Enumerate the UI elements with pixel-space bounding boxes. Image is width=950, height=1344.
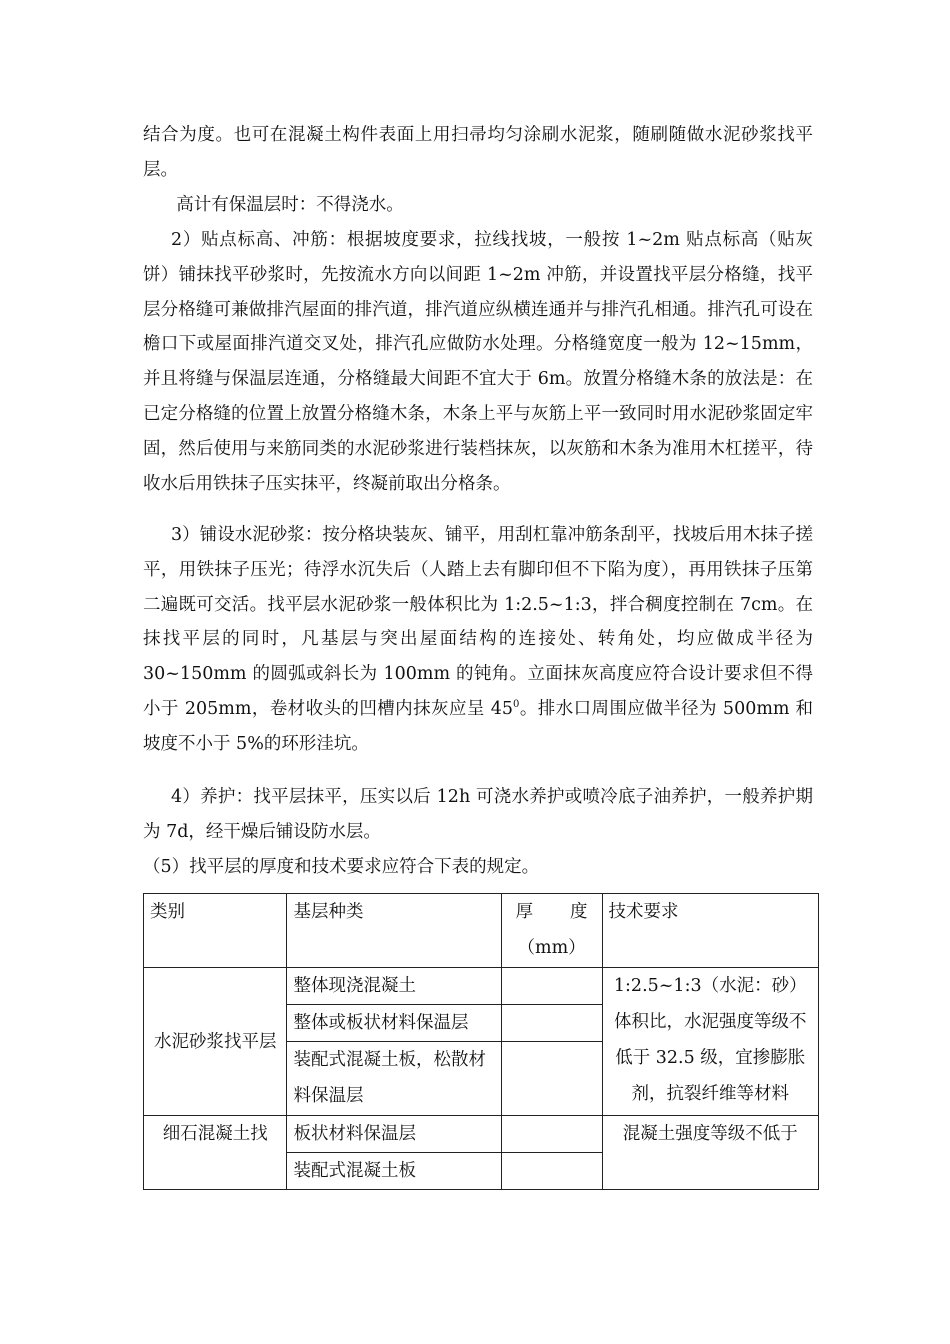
header-thickness-a: 厚: [515, 902, 534, 922]
group2-type: 细石混凝土找: [144, 1116, 287, 1190]
table-header-row: [144, 894, 819, 968]
group1-type: 水泥砂浆找平层: [144, 968, 287, 1116]
paragraph-insulation-note: 高计有保温层时：不得浇水。: [176, 195, 404, 215]
group1-thickness-3: [501, 1042, 602, 1116]
group2-requirement: 混凝土强度等级不低于: [602, 1116, 818, 1190]
table-row: [144, 968, 819, 1005]
group1-base-2: 整体或板状材料保温层: [287, 1005, 501, 1042]
group1-thickness-2: [501, 1005, 602, 1042]
group2-thickness-2: [501, 1153, 602, 1190]
group1-base-1: 整体现浇混凝土: [287, 968, 501, 1005]
header-requirement: 技术要求: [602, 894, 818, 968]
paragraph-step-3: [143, 518, 813, 762]
table-row: [144, 1116, 819, 1153]
paragraph-step-4: 4）养护：找平层抹平，压实以后 12h 可浇水养护或喷冷底子油养护，一般养护期为 7d，经干燥后铺设防水层。: [143, 787, 813, 842]
group1-requirement: 1:2.5~1:3（水泥：砂）体积比，水泥强度等级不低于 32.5 级，宜掺膨胀剂，抗裂纤维等材料: [602, 968, 818, 1116]
paragraph-table-intro: （5）找平层的厚度和技术要求应符合下表的规定。: [143, 857, 540, 877]
paragraph-step-2: 2）贴点标高、冲筋：根据坡度要求，拉线找坡，一般按 1~2m 贴点标高（贴灰饼）铺抹找平砂浆时，先按流水方向以间距 1~2m 冲筋，并设置找平层分格缝，找平层分格缝可兼做排汽屋面的排汽道，排汽道应纵横连通并与排汽孔相通。排汽孔可设在檐口下或屋面排汽道交叉处，排汽孔应做防水处理。分格缝宽度一般为 12~15mm，并且将缝与保温层连通，分格缝最大间距不宜大于 6m。放置分格缝木条的放法是：在已定分格缝的位置上放置分格缝木条，木条上平与灰筋上平一致同时用水泥砂浆固定牢固，然后使用与来筋同类的水泥砂浆进行装档抹灰，以灰筋和木条为准用木杠搓平，待收水后用铁抹子压实抹平，终凝前取出分格条。: [143, 230, 813, 494]
header-thickness-b: 度: [570, 902, 588, 922]
group1-base-3: 装配式混凝土板，松散材料保温层: [287, 1042, 501, 1116]
header-thickness-unit: （mm）: [517, 938, 586, 958]
header-type: 类别: [144, 894, 287, 968]
step-3-text: 3）铺设水泥砂浆：按分格块装灰、铺平，用刮杠靠冲筋条刮平，找坡后用木抹子搓平，用铁抹子压光；待浮水沉失后（人踏上去有脚印但不下陷为度），再用铁抹子压第二遍既可交活。找平层水泥砂浆一般体积比为 1:2.5~1:3，拌合稠度控制在 7cm。在抹找平层的同时，凡基层与突出屋面结构的连接处、转角处，均应做成半径为 30~150mm 的圆弧或斜长为 100mm 的钝角。立面抹灰高度应符合设计要求但不得小于 205mm，卷材收头的凹槽内抹灰应呈 45: [143, 525, 813, 719]
screed-spec-table: [143, 893, 819, 1190]
group2-thickness-1: [501, 1116, 602, 1153]
header-thickness: [501, 894, 602, 968]
degree-superscript: 0: [513, 699, 520, 711]
paragraph-intro: 结合为度。也可在混凝土构件表面上用扫帚均匀涂刷水泥浆，随刷随做水泥砂浆找平层。: [143, 125, 813, 180]
group2-base-2: 装配式混凝土板: [287, 1153, 501, 1190]
group2-base-1: 板状材料保温层: [287, 1116, 501, 1153]
header-base: 基层种类: [287, 894, 501, 968]
group1-thickness-1: [501, 968, 602, 1005]
step-3-tail: 。排水口周围应做半径为 500mm 和坡度不小于 5%的环形洼坑。: [143, 698, 814, 754]
